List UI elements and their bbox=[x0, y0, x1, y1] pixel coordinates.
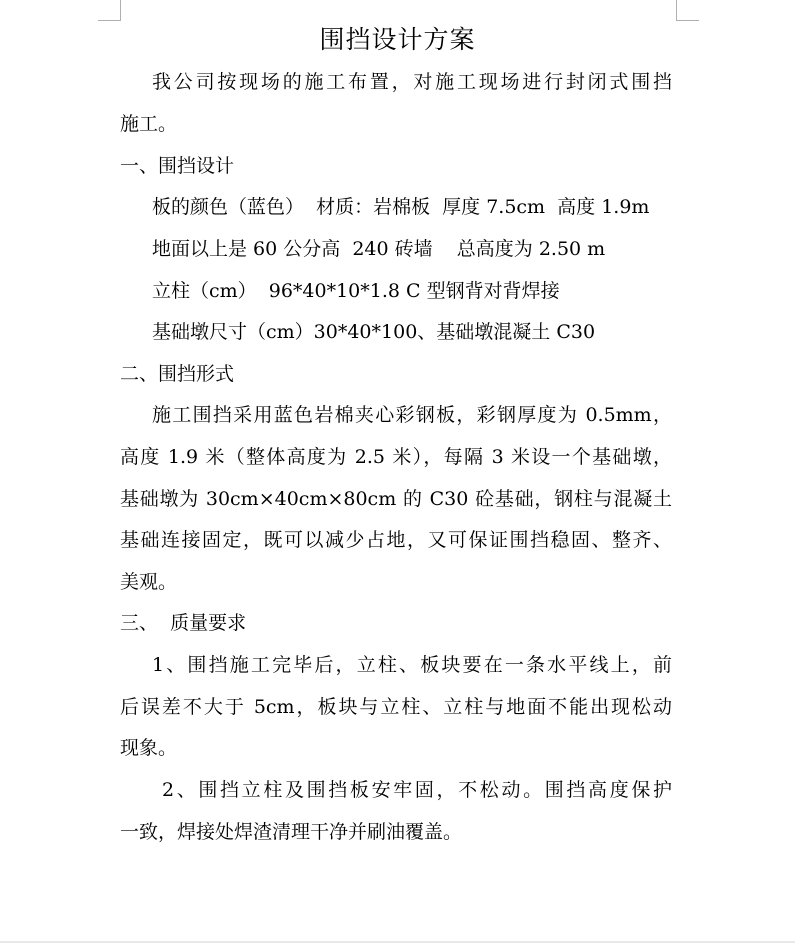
paragraph-line: 现象。 bbox=[120, 737, 178, 759]
section-heading: 三、 质量要求 bbox=[120, 612, 247, 634]
spec-line: 基础墩尺寸（cm）30*40*100、基础墩混凝土 C30 bbox=[152, 321, 596, 343]
margin-corner-mark-left bbox=[98, 0, 121, 21]
paragraph-line: 基础墩为 30cm×40cm×80cm 的 C30 砼基础，钢柱与混凝土 bbox=[120, 488, 672, 510]
paragraph-line: 我公司按现场的施工布置，对施工现场进行封闭式围挡 bbox=[152, 71, 672, 93]
paragraph-line: 一致，焊接处焊渣清理干净并刷油覆盖。 bbox=[120, 821, 463, 843]
paragraph-line: 2、围挡立柱及围挡板安牢固，不松动。围挡高度保护 bbox=[162, 779, 672, 801]
paragraph-line: 施工围挡采用蓝色岩棉夹心彩钢板，彩钢厚度为 0.5mm， bbox=[152, 404, 672, 426]
margin-corner-mark-right bbox=[676, 0, 699, 21]
paragraph-line: 后误差不大于 5cm，板块与立柱、立柱与地面不能出现松动 bbox=[120, 696, 672, 718]
section-heading: 二、围挡形式 bbox=[120, 363, 235, 385]
section-heading: 一、围挡设计 bbox=[120, 155, 235, 177]
paragraph-line: 施工。 bbox=[120, 113, 178, 135]
document-title: 围挡设计方案 bbox=[319, 25, 476, 54]
spec-line: 立柱（cm） 96*40*10*1.8 C 型钢背对背焊接 bbox=[152, 280, 560, 302]
spec-line: 地面以上是 60 公分高 240 砖墙 总高度为 2.50 m bbox=[152, 238, 606, 260]
paragraph-line: 高度 1.9 米（整体高度为 2.5 米），每隔 3 米设一个基础墩， bbox=[120, 446, 672, 468]
paragraph-line: 1、围挡施工完毕后，立柱、板块要在一条水平线上，前 bbox=[152, 654, 672, 676]
spec-line: 板的颜色（蓝色） 材质：岩棉板 厚度 7.5cm 高度 1.9m bbox=[152, 196, 650, 218]
paragraph-line: 美观。 bbox=[120, 571, 178, 593]
paragraph-line: 基础连接固定，既可以减少占地，又可保证围挡稳固、整齐、 bbox=[120, 529, 672, 551]
